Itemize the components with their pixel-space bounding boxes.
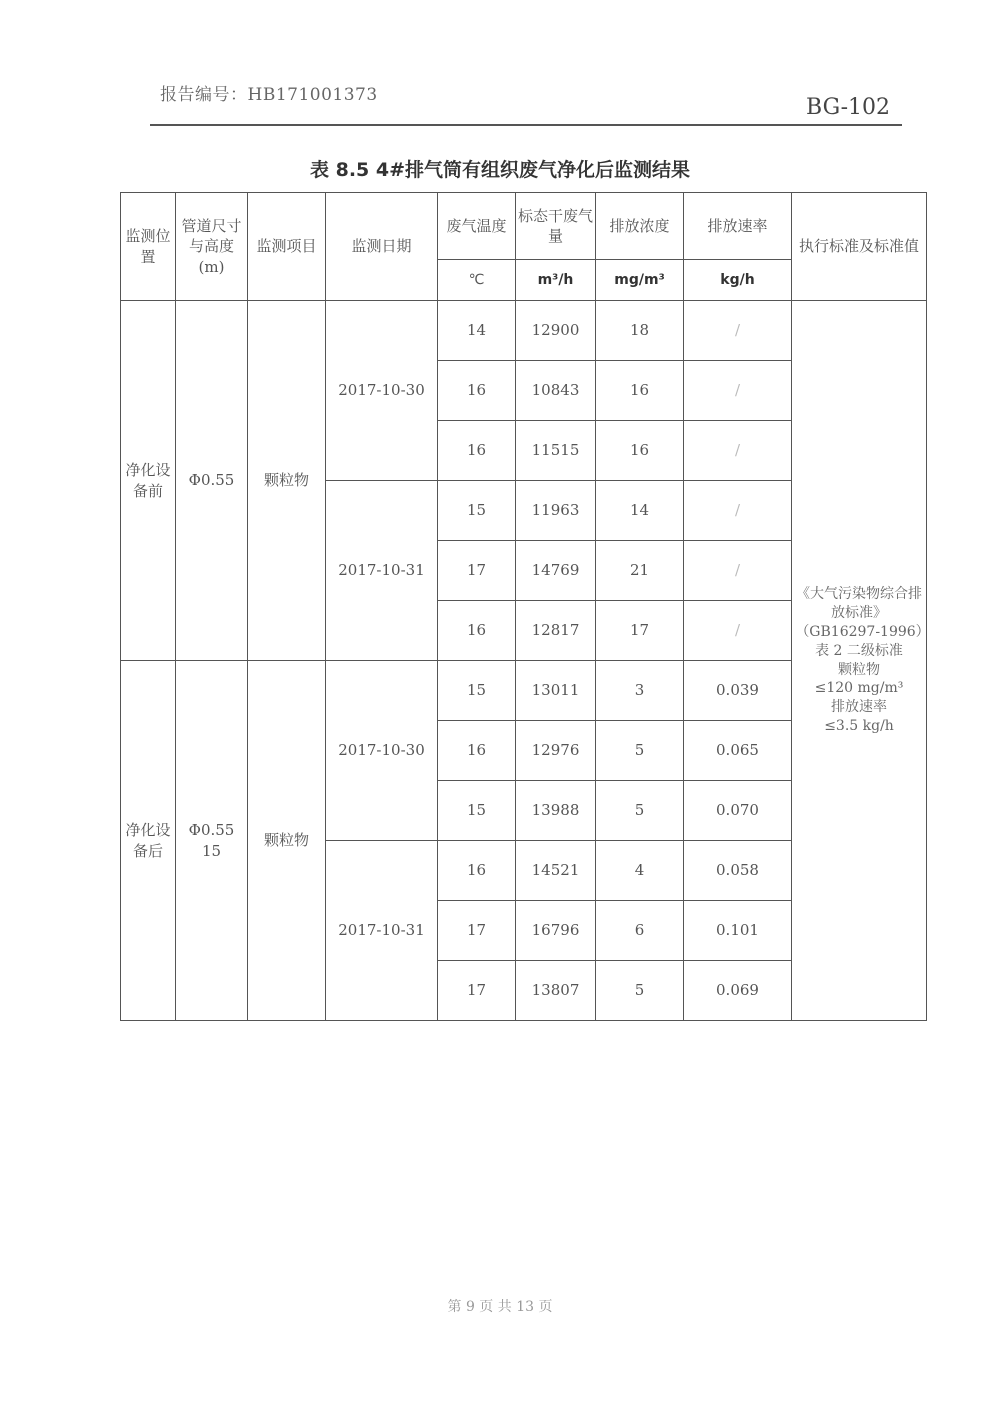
flow-cell: 10843 bbox=[516, 361, 596, 421]
rate-cell: / bbox=[684, 541, 792, 601]
conc-cell: 5 bbox=[596, 781, 684, 841]
unit-flow: m³/h bbox=[516, 260, 596, 301]
header-row bbox=[121, 193, 927, 260]
flow-cell: 13988 bbox=[516, 781, 596, 841]
temp-cell: 15 bbox=[438, 661, 516, 721]
location-cell: 净化设备后 bbox=[121, 661, 176, 1021]
col-header-pipe: 管道尺寸与高度(m) bbox=[176, 193, 248, 301]
unit-rate: kg/h bbox=[684, 260, 792, 301]
col-header-date: 监测日期 bbox=[326, 193, 438, 301]
rate-cell: 0.039 bbox=[684, 661, 792, 721]
document-code: BG-102 bbox=[806, 95, 890, 120]
temp-cell: 17 bbox=[438, 961, 516, 1021]
col-header-standard: 执行标准及标准值 bbox=[792, 193, 927, 301]
flow-cell: 12817 bbox=[516, 601, 596, 661]
rate-cell: / bbox=[684, 481, 792, 541]
flow-cell: 16796 bbox=[516, 901, 596, 961]
flow-cell: 12900 bbox=[516, 301, 596, 361]
item-cell: 颗粒物 bbox=[248, 301, 326, 661]
flow-cell: 13011 bbox=[516, 661, 596, 721]
temp-cell: 15 bbox=[438, 781, 516, 841]
conc-cell: 17 bbox=[596, 601, 684, 661]
header-divider bbox=[150, 124, 902, 126]
conc-cell: 16 bbox=[596, 421, 684, 481]
rate-cell: / bbox=[684, 421, 792, 481]
temp-cell: 16 bbox=[438, 841, 516, 901]
conc-cell: 14 bbox=[596, 481, 684, 541]
flow-cell: 14769 bbox=[516, 541, 596, 601]
unit-temp: ℃ bbox=[438, 260, 516, 301]
flow-cell: 12976 bbox=[516, 721, 596, 781]
date-cell: 2017-10-31 bbox=[326, 841, 438, 1021]
conc-cell: 16 bbox=[596, 361, 684, 421]
conc-cell: 4 bbox=[596, 841, 684, 901]
table-title: 表 8.5 4#排气筒有组织废气净化后监测结果 bbox=[309, 159, 691, 181]
rate-cell: / bbox=[684, 601, 792, 661]
rate-cell: 0.058 bbox=[684, 841, 792, 901]
table-row bbox=[121, 301, 927, 361]
col-header-flow: 标态干废气量 bbox=[516, 193, 596, 260]
conc-cell: 3 bbox=[596, 661, 684, 721]
standard-limit-item: 颗粒物 bbox=[838, 661, 880, 678]
temp-cell: 14 bbox=[438, 301, 516, 361]
standard-limit-rate-label: 排放速率 bbox=[831, 699, 887, 716]
conc-cell: 18 bbox=[596, 301, 684, 361]
conc-cell: 5 bbox=[596, 961, 684, 1021]
standard-cell bbox=[792, 301, 927, 1021]
flow-cell: 13807 bbox=[516, 961, 596, 1021]
conc-cell: 5 bbox=[596, 721, 684, 781]
col-header-rate: 排放速率 bbox=[684, 193, 792, 260]
temp-cell: 16 bbox=[438, 601, 516, 661]
flow-cell: 14521 bbox=[516, 841, 596, 901]
item-cell: 颗粒物 bbox=[248, 661, 326, 1021]
standard-limit-conc: ≤120 mg/m³ bbox=[814, 680, 904, 697]
col-header-item: 监测项目 bbox=[248, 193, 326, 301]
monitoring-results-table bbox=[120, 192, 927, 1021]
flow-cell: 11515 bbox=[516, 421, 596, 481]
location-cell: 净化设备前 bbox=[121, 301, 176, 661]
page-number: 第 9 页 共 13 页 bbox=[447, 1299, 553, 1315]
temp-cell: 16 bbox=[438, 361, 516, 421]
conc-cell: 6 bbox=[596, 901, 684, 961]
date-cell: 2017-10-31 bbox=[326, 481, 438, 661]
report-number: 报告编号：HB171001373 bbox=[160, 85, 378, 105]
flow-cell: 11963 bbox=[516, 481, 596, 541]
rate-cell: 0.101 bbox=[684, 901, 792, 961]
rate-cell: / bbox=[684, 361, 792, 421]
date-cell: 2017-10-30 bbox=[326, 301, 438, 481]
rate-cell: 0.070 bbox=[684, 781, 792, 841]
rate-cell: 0.069 bbox=[684, 961, 792, 1021]
temp-cell: 17 bbox=[438, 901, 516, 961]
standard-limit-rate: ≤3.5 kg/h bbox=[824, 718, 894, 735]
pipe-cell: Φ0.55 15 bbox=[176, 661, 248, 1021]
pipe-cell: Φ0.55 bbox=[176, 301, 248, 661]
temp-cell: 16 bbox=[438, 421, 516, 481]
temp-cell: 15 bbox=[438, 481, 516, 541]
conc-cell: 21 bbox=[596, 541, 684, 601]
temp-cell: 16 bbox=[438, 721, 516, 781]
standard-name: 《大气污染物综合排放标准》（GB16297-1996）表 2 二级标准 bbox=[795, 585, 923, 659]
col-header-location: 监测位置 bbox=[121, 193, 176, 301]
col-header-temp: 废气温度 bbox=[438, 193, 516, 260]
rate-cell: 0.065 bbox=[684, 721, 792, 781]
col-header-conc: 排放浓度 bbox=[596, 193, 684, 260]
date-cell: 2017-10-30 bbox=[326, 661, 438, 841]
unit-conc: mg/m³ bbox=[596, 260, 684, 301]
rate-cell: / bbox=[684, 301, 792, 361]
temp-cell: 17 bbox=[438, 541, 516, 601]
